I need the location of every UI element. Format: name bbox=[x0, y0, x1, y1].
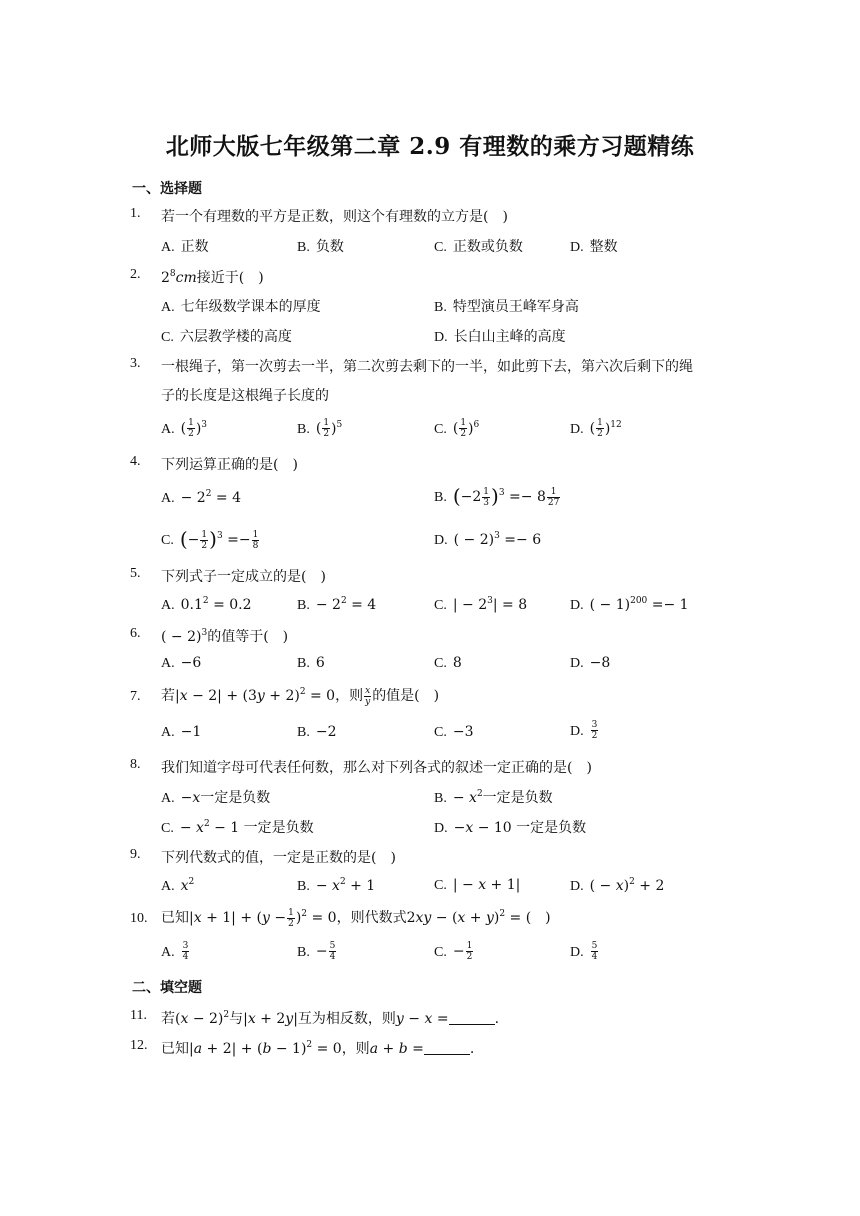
option-a: A. $\frac{3}{4}$ bbox=[161, 941, 189, 962]
option-d: D. 整数 bbox=[570, 239, 618, 255]
option-a: A. $0.1^2 = 0.2$ bbox=[161, 596, 252, 613]
option-a: A. −x一定是负数 bbox=[161, 790, 271, 806]
option-b: B. 特型演员王峰军身高 bbox=[434, 299, 579, 315]
answer-blank[interactable] bbox=[449, 1012, 495, 1025]
question-text: 下列代数式的值，一定是正数的是( ) bbox=[161, 850, 396, 866]
option-b: B. 负数 bbox=[297, 239, 344, 255]
section-heading-fill: 二、填空题 bbox=[132, 980, 202, 996]
question-number: 12. bbox=[130, 1038, 148, 1053]
option-d: D. 长白山主峰的高度 bbox=[434, 329, 566, 345]
answer-blank[interactable] bbox=[424, 1042, 470, 1055]
question-text: 下列式子一定成立的是( ) bbox=[161, 569, 326, 585]
option-c: C. − $x^2 - 1$ 一定是负数 bbox=[161, 819, 314, 836]
option-c: C. −3 bbox=[434, 724, 474, 740]
option-d: D. ( − 1)$^{200}$ =− 1 bbox=[570, 596, 689, 613]
option-b: B. − $2^2 = 4$ bbox=[297, 596, 377, 613]
option-b: B. − $\frac{5}{4}$ bbox=[297, 941, 336, 962]
question-text: 若$(x - 2)^2$与|x + 2y|互为相反数，则y − x = . bbox=[161, 1010, 500, 1027]
option-a: A. $x^2$ bbox=[161, 877, 195, 894]
question-number: 2. bbox=[130, 267, 141, 282]
option-d: D. ( $\frac{1}{2}$ )$^{12}$ bbox=[570, 418, 622, 439]
question-text: $2^8cm$接近于( ) bbox=[161, 269, 264, 286]
option-b: B. −2 bbox=[297, 724, 337, 740]
option-b: B. 6 bbox=[297, 655, 325, 671]
question-number: 1. bbox=[130, 206, 141, 221]
question-number: 6. bbox=[130, 626, 141, 641]
option-c: C. 8 bbox=[434, 655, 462, 671]
question-number: 7. bbox=[130, 689, 141, 704]
option-a: A. −1 bbox=[161, 724, 202, 740]
question-text: 子的长度是这根绳子长度的 bbox=[161, 388, 329, 404]
question-number: 10. bbox=[130, 911, 148, 926]
option-d: D. $\frac{5}{4}$ bbox=[570, 941, 598, 962]
option-a: A. −6 bbox=[161, 655, 202, 671]
question-text: 若$|x - 2| + (3y + 2)^2 = 0$，则 $\frac{x}{y}$ 的值是( ) bbox=[161, 685, 440, 707]
question-number: 4. bbox=[130, 454, 141, 469]
section-heading-choice: 一、选择题 bbox=[132, 181, 202, 197]
option-a: A. − $2^2 = 4$ bbox=[161, 489, 241, 506]
question-number: 5. bbox=[130, 566, 141, 581]
option-b: B. (−2 $\frac{1}{3}$ )$^3$ =− 8 $\frac{1}{27}$ bbox=[434, 484, 560, 508]
question-text: 已知|x + 1| + (y − $\frac{1}{2}$ )$^2$ = 0，则代数式$2xy - (x + y)^2$ = ( ) bbox=[161, 907, 551, 929]
option-b: B. ( $\frac{1}{2}$ )$^5$ bbox=[297, 418, 343, 439]
question-text: 一根绳子，第一次剪去一半，第二次剪去剩下的一半，如此剪下去，第六次后剩下的绳 bbox=[161, 359, 693, 375]
option-d: D. $\frac{3}{2}$ bbox=[570, 720, 598, 741]
option-d: D. ( − x)$^2$ + 2 bbox=[570, 877, 665, 894]
question-text: 已知$|a + 2| + (b - 1)^2 = 0$，则a + b = . bbox=[161, 1040, 475, 1057]
question-number: 3. bbox=[130, 356, 141, 371]
option-c: C. ( $\frac{1}{2}$ )$^6$ bbox=[434, 418, 480, 439]
option-a: A. ( $\frac{1}{2}$ )$^3$ bbox=[161, 418, 208, 439]
option-d: D. ( − 2)$^3$ =− 6 bbox=[434, 531, 542, 548]
question-number: 9. bbox=[130, 847, 141, 862]
question-text: 下列运算正确的是( ) bbox=[161, 457, 298, 473]
page-title: 北师大版七年级第二章 2.9 有理数的乘方习题精练 bbox=[165, 133, 695, 160]
question-text: 我们知道字母可代表任何数，那么对下列各式的叙述一定正确的是( ) bbox=[161, 760, 592, 776]
option-a: A. 正数 bbox=[161, 239, 209, 255]
option-d: D. −8 bbox=[570, 655, 611, 671]
option-c: C. 六层教学楼的高度 bbox=[161, 329, 292, 345]
option-c: C. | − $2^3| = 8$ bbox=[434, 596, 528, 613]
option-a: A. 七年级数学课本的厚度 bbox=[161, 299, 321, 315]
option-c: C. 正数或负数 bbox=[434, 239, 523, 255]
question-number: 8. bbox=[130, 757, 141, 772]
option-d: D. −x − 10 一定是负数 bbox=[434, 820, 587, 836]
option-b: B. − $x^2$一定是负数 bbox=[434, 789, 553, 806]
option-c: C. | − x + 1| bbox=[434, 877, 521, 893]
question-text: 若一个有理数的平方是正数，则这个有理数的立方是( ) bbox=[161, 209, 508, 225]
question-text: ( − 2)$^3$的值等于( ) bbox=[161, 628, 289, 645]
option-b: B. − $x^2 + 1$ bbox=[297, 877, 376, 894]
question-number: 11. bbox=[130, 1008, 147, 1023]
option-c: C. (− $\frac{1}{2}$ )$^3$ =− $\frac{1}{8}$ bbox=[161, 527, 259, 551]
option-c: C. − $\frac{1}{2}$ bbox=[434, 941, 473, 962]
